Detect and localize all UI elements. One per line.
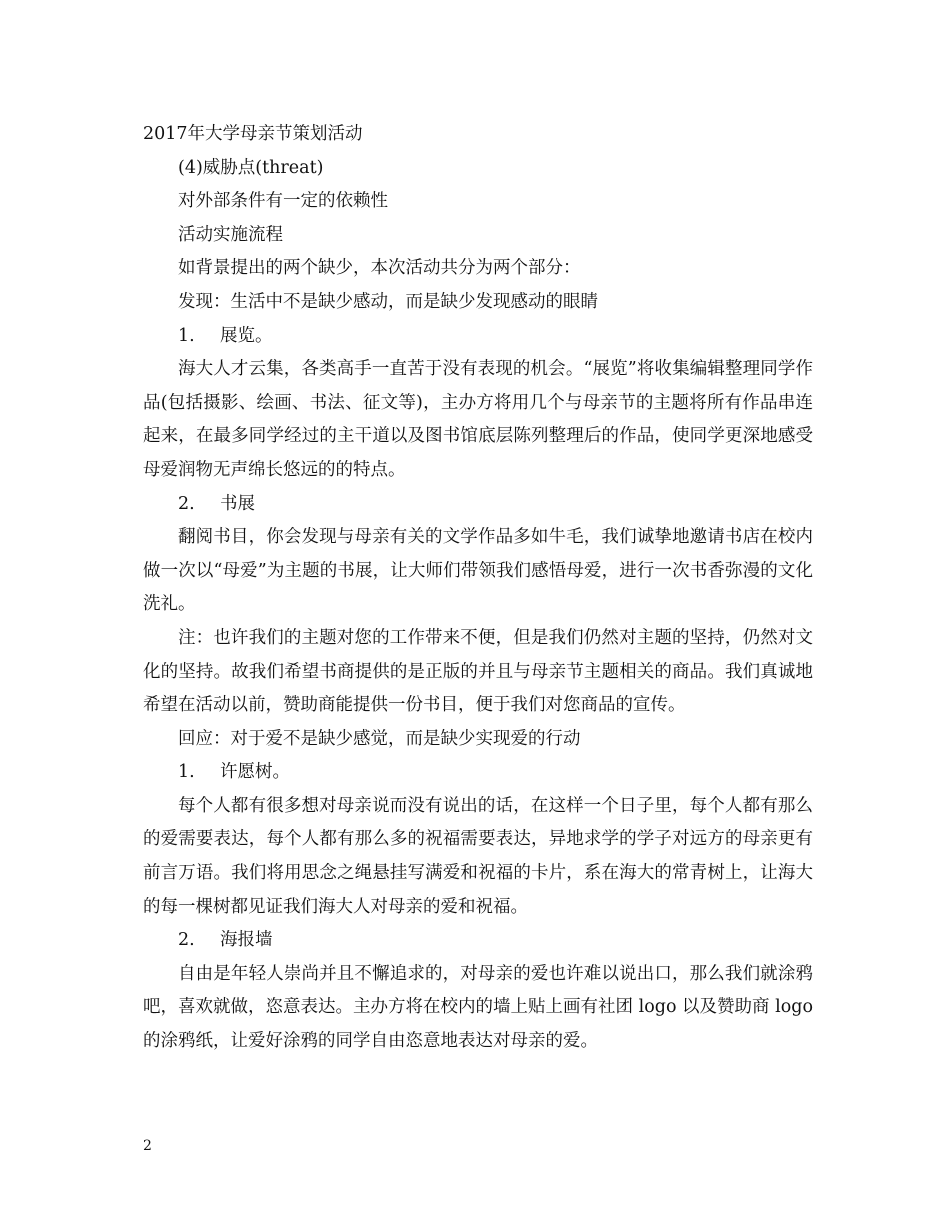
page-number: 2 — [143, 1138, 152, 1154]
paragraph-exhibit: 海大人才云集，各类高手一直苦于没有表现的机会。“展览”将收集编辑整理同学作品(包括摄影、绘画、书法、征文等)，主办方将用几个与母亲节的主题将所有作品串连起来，在最多同学经过的主干道以及图书馆底层陈列整理后的作品，使同学更深地感受母爱润物无声绵长悠远的的特点。 — [143, 359, 813, 480]
paragraph-two-parts: 如背景提出的两个缺少，本次活动共分为两个部分： — [178, 258, 581, 279]
document-body — [143, 118, 813, 1059]
list-item-label: 许愿树。 — [220, 762, 290, 783]
document-title: 2017年大学母亲节策划活动 — [143, 124, 363, 144]
list-item-label: 海报墙 — [220, 930, 273, 951]
list-item-wall — [143, 924, 813, 958]
list-number: 2. — [178, 930, 195, 951]
list-item-label: 书展 — [220, 493, 255, 514]
heading-threat: (4)威胁点(threat) — [178, 157, 324, 178]
list-item-exhibit — [143, 320, 813, 354]
list-number: 1. — [178, 325, 195, 346]
list-item-tree — [143, 756, 813, 790]
list-number: 1. — [178, 762, 195, 783]
heading-discover: 发现：生活中不是缺少感动，而是缺少发现感动的眼睛 — [178, 291, 598, 312]
heading-response: 回应：对于爱不是缺少感觉，而是缺少实现爱的行动 — [178, 728, 581, 749]
paragraph-dependency: 对外部条件有一定的依赖性 — [178, 191, 388, 212]
paragraph-books: 翻阅书目，你会发现与母亲有关的文学作品多如牛毛，我们诚挚地邀请书店在校内做一次以“母爱”为主题的书展，让大师们带领我们感悟母爱，进行一次书香弥漫的文化洗礼。 — [143, 527, 813, 615]
paragraph-wall: 自由是年轻人崇尚并且不懈追求的，对母亲的爱也许难以说出口，那么我们就涂鸦吧，喜欢就做，恣意表达。主办方将在校内的墙上贴上画有社团 logo 以及赞助商 logo 的涂鸦纸，让爱好涂鸦的同学自由恣意地表达对母亲的爱。 — [143, 963, 813, 1052]
paragraph-tree: 每个人都有很多想对母亲说而没有说出的话，在这样一个日子里，每个人都有那么的爱需要表达，每个人都有那么多的祝福需要表达，异地求学的学子对远方的母亲更有前言万语。我们将用思念之绳悬挂写满爱和祝福的卡片，系在海大的常青树上，让海大的每一棵树都见证我们海大人对母亲的爱和祝福。 — [143, 795, 813, 917]
list-item-books — [143, 488, 813, 522]
list-number: 2. — [178, 493, 195, 514]
heading-process: 活动实施流程 — [178, 224, 283, 245]
list-item-label: 展览。 — [220, 325, 273, 346]
paragraph-note: 注：也许我们的主题对您的工作带来不便，但是我们仍然对主题的坚持，仍然对文化的坚持。故我们希望书商提供的是正版的并且与母亲节主题相关的商品。我们真诚地希望在活动以前，赞助商能提供一份书目，便于我们对您商品的宣传。 — [143, 627, 813, 716]
